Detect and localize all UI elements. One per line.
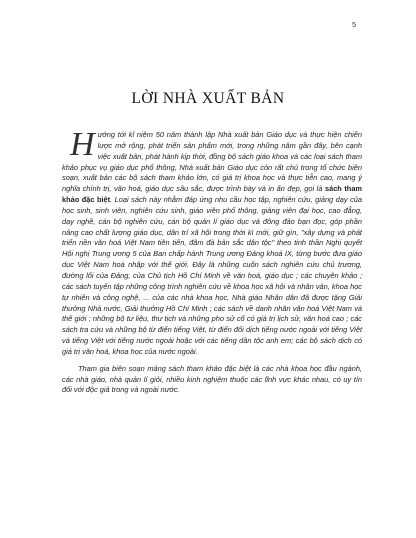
paragraph-1 — [62, 126, 362, 358]
drop-cap: H — [70, 126, 95, 163]
page-number: 5 — [352, 22, 356, 29]
page-title: LỜI NHÀ XUẤT BẢN — [131, 90, 285, 107]
preface-body — [62, 126, 362, 396]
paragraph-1-emphasis: sách tham khảo đặc biệt — [62, 184, 362, 205]
paragraph-1-text-b: . Loại sách này nhằm đáp ứng nhu cầu học tập, nghiên cứu, giảng dạy của học sinh, sinh viên, nghiên cứu sinh, giáo viên phổ thông, giảng viên đại học, cao đẳng, dạy nghề, cán bộ nghiên cứu, cán bộ quản lí giáo dục và đông đảo bạn đọc, góp phần nâng cao chất lượng giáo dục, dân trí xã hội trong thời kì mới, giữ gìn, "xây dựng và phát triển nền văn hoá Việt Nam tiên tiến, đậm đà bản sắc dân tộc" theo tinh thần Nghị quyết Hội nghị Trung ương 5 của Ban chấp hành Trung ương Đảng khoá IX, từng bước đưa giáo dục Việt Nam hoà nhập với thế giới. Đây là những cuốn sách nghiên cứu chủ trương, đường lối của Đảng, của Chủ tịch Hồ Chí Minh về văn hoá, giáo dục ; các chuyên khảo ; các sách tuyển tập những công trình nghiên cứu về khoa học xã hội và nhân văn, khoa học tự nhiên và công nghệ, ... của các nhà khoa học, Nhà giáo Nhân dân đã được tặng Giải thưởng Nhà nước, Giải thưởng Hồ Chí Minh ; các sách về danh nhân văn hoá Việt Nam và thế giới ; những bộ tư liệu, thư tịch và những pho sử cổ có giá trị lịch sử, văn hoá cao ; các sách tra cứu và những bộ từ điển tiếng Việt, từ điển đối dịch tiếng nước ngoài với tiếng Việt và tiếng Việt với tiếng nước ngoài hoặc với các tiếng dân tộc anh em; các bộ sách dịch có giá trị văn hoá, khoa học của nước ngoài. — [62, 195, 362, 356]
paragraph-2: Tham gia biên soạn mảng sách tham khảo đặc biệt là các nhà khoa học đầu ngành, các nhà giáo, nhà quản lí giỏi, nhiều kinh nghiệm thuộc các lĩnh vực khác nhau, có uy tín đối với độc giả trong và ngoài nước. — [62, 363, 362, 395]
paragraph-1-text-a: ướng tới kỉ niệm 50 năm thành lập Nhà xuất bản Giáo dục và thực hiện chiến lược mở rộng, phát triển sản phẩm mới, trong những năm gần đây, bên cạnh việc xuất bản, phát hành kịp thời, đồng bộ sách giáo khoa và các loại sách tham khảo phục vụ giáo dục phổ thông, Nhà xuất bản Giáo dục còn rất chú trọng tổ chức biên soạn, xuất bản các bộ sách tham khảo lớn, có giá trị khoa học và thực tiễn cao, mang ý nghĩa chính trị, văn hoá, giáo dục sâu sắc, được trình bày và in ấn đẹp, gọi là — [62, 130, 362, 194]
